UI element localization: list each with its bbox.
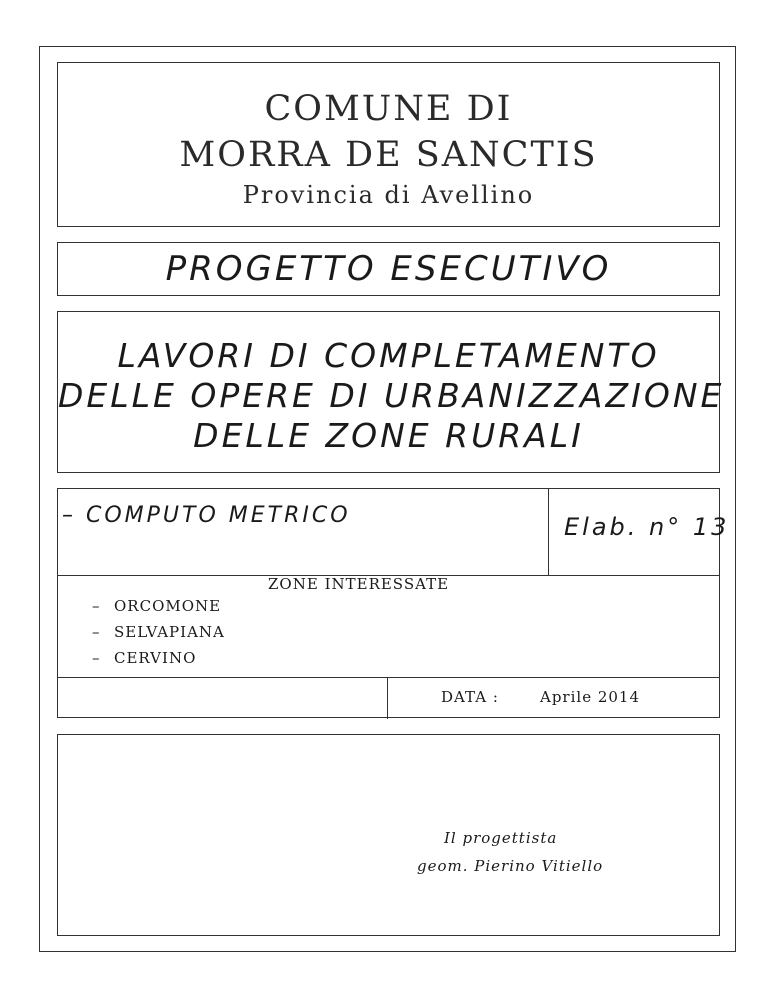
- municipality-header-box: [57, 62, 720, 227]
- zone-name: ORCOMONE: [114, 597, 222, 615]
- zone-list-item: [92, 649, 196, 667]
- municipality-title-line2: MORRA DE SANCTIS: [179, 135, 598, 175]
- document-info-box: [57, 488, 730, 718]
- project-type-box: [57, 242, 720, 296]
- works-description-line1: LAVORI DI COMPLETAMENTO: [117, 336, 660, 375]
- works-description-box: [57, 311, 725, 473]
- zone-list-item: [92, 597, 221, 615]
- divider-vertical: [548, 489, 549, 575]
- dash-icon: –: [92, 649, 101, 667]
- document-type-label: – COMPUTO METRICO: [62, 503, 351, 528]
- divider-horizontal: [58, 677, 719, 678]
- works-description-line2: DELLE OPERE DI URBANIZZAZIONE: [58, 376, 725, 415]
- designer-role: Il progettista: [444, 829, 558, 847]
- works-description-line3: DELLE ZONE RURALI: [193, 416, 584, 455]
- dash-icon: –: [92, 597, 101, 615]
- province-label: Provincia di Avellino: [242, 181, 535, 209]
- zones-title: ZONE INTERESSATE: [268, 575, 450, 593]
- signature-box: [57, 734, 720, 936]
- dash-icon: –: [92, 623, 101, 641]
- zone-name: CERVINO: [114, 649, 197, 667]
- project-type-title: PROGETTO ESECUTIVO: [165, 249, 612, 289]
- zone-name: SELVAPIANA: [114, 623, 225, 641]
- date-value: Aprile 2014: [540, 688, 641, 706]
- zone-list-item: [92, 623, 225, 641]
- municipality-title-line1: COMUNE DI: [264, 89, 513, 129]
- designer-name: geom. Pierino Vitiello: [417, 857, 604, 875]
- divider-vertical: [387, 677, 388, 719]
- elaborate-number-label: Elab. n° 13: [564, 513, 730, 541]
- date-label: DATA :: [441, 688, 499, 706]
